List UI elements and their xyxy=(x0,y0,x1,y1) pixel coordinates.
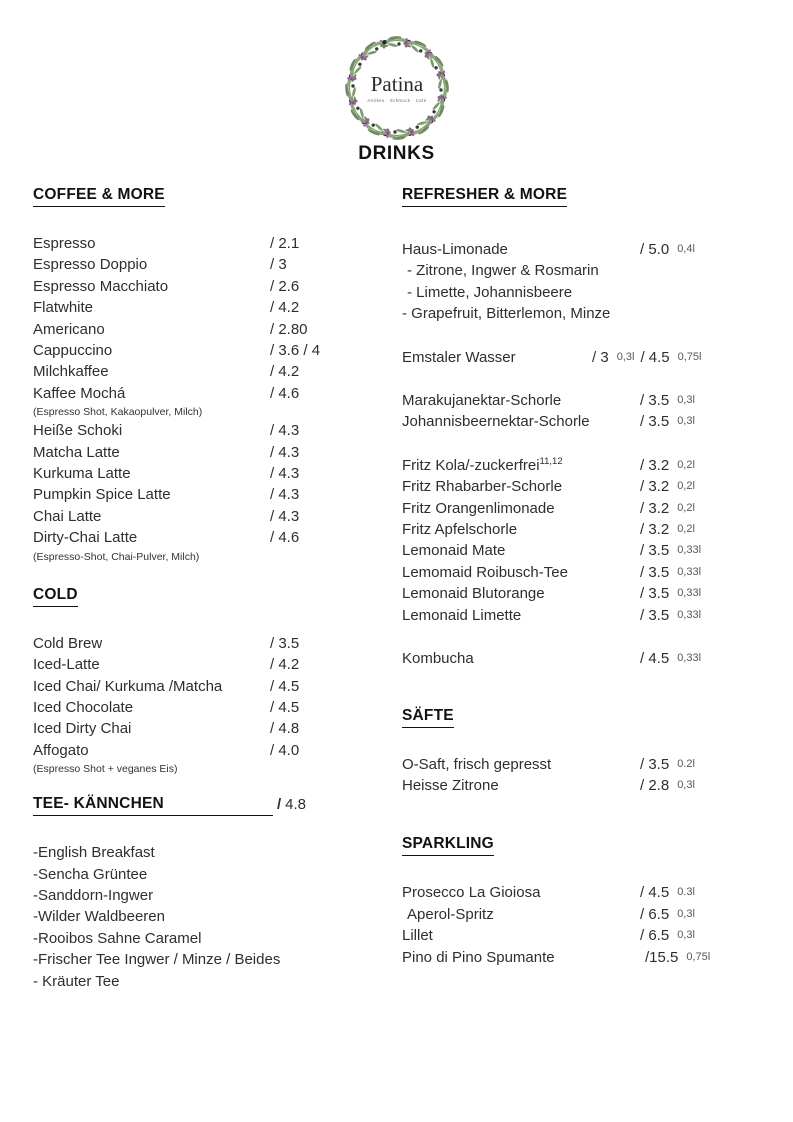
section-tea-heading-row xyxy=(33,795,391,816)
flavor-line: - Limette, Johannisbeere xyxy=(407,283,573,301)
item-price: / 4.5 xyxy=(640,884,670,902)
item-name: Lillet xyxy=(402,927,433,945)
item-name: Fritz Rhabarber-Schorle xyxy=(402,478,563,496)
item-name: Pumpkin Spice Latte xyxy=(33,486,171,504)
tea-variety: -Rooibos Sahne Caramel xyxy=(33,929,202,947)
menu-item xyxy=(402,904,778,925)
item-price: / 4.8 xyxy=(270,720,300,738)
tea-price: / 4.8 xyxy=(277,796,307,814)
menu-item xyxy=(33,484,391,505)
item-price: / 6.5 xyxy=(640,927,670,945)
item-note: (Espresso Shot, Kakaopulver, Milch) xyxy=(33,406,203,419)
item-volume: 0,75l xyxy=(677,350,702,363)
menu-item xyxy=(402,562,778,583)
item-name: Chai Latte xyxy=(33,507,102,525)
item-price: / 3.2 xyxy=(640,499,670,517)
item-price: / 3 xyxy=(270,256,287,274)
item-name: Lemonaid Mate xyxy=(402,542,506,560)
item-name: Heisse Zitrone xyxy=(402,776,499,794)
item-price: / 2.1 xyxy=(270,235,300,252)
menu-item xyxy=(402,583,778,604)
item-volume: 0,33l xyxy=(677,652,702,665)
menu-item xyxy=(33,383,391,404)
item-name: Milchkaffee xyxy=(33,363,109,381)
menu-item xyxy=(33,276,391,297)
item-volume: 0,2l xyxy=(677,458,695,471)
menu-item xyxy=(402,754,778,775)
page-title: DRINKS xyxy=(358,143,435,164)
menu-item xyxy=(402,411,778,432)
coffee-heading: COFFEE & MORE xyxy=(33,186,165,207)
menu-item xyxy=(33,420,391,441)
section-coffee-heading-row xyxy=(33,185,391,207)
item-name: Flatwhite xyxy=(33,299,94,317)
item-volume: 0,3l xyxy=(677,929,695,942)
sparkling-heading: SPARKLING xyxy=(402,835,494,856)
tea-variety: - Kräuter Tee xyxy=(33,972,120,990)
menu-item xyxy=(402,455,778,476)
cold-heading: COLD xyxy=(33,586,78,607)
item-name: Iced Dirty Chai xyxy=(33,720,132,738)
footnote-marker: 11,12 xyxy=(539,455,563,467)
item-price: / 3.2 xyxy=(640,521,670,539)
item-price: / 4.3 xyxy=(270,422,300,440)
item-volume: 0,3l xyxy=(677,415,695,428)
item-volume: 0,4l xyxy=(677,243,695,255)
spacer xyxy=(402,433,778,455)
item-price: / 2.6 xyxy=(270,277,300,295)
item-volume: 0.2l xyxy=(677,757,695,770)
menu-item xyxy=(402,775,778,796)
item-name: Kurkuma Latte xyxy=(33,465,131,483)
item-volume: 0,75l xyxy=(686,950,711,963)
spacer xyxy=(402,626,778,648)
spacer xyxy=(402,325,778,347)
item-price: / 3.2 xyxy=(640,478,670,496)
item-price: / 2.80 xyxy=(270,320,308,338)
menu-item xyxy=(33,697,391,718)
item-price: / 4.2 xyxy=(270,299,300,317)
item-price: / 3.5 xyxy=(640,585,670,603)
menu-item xyxy=(33,740,391,761)
item-price: / 4.6 xyxy=(270,529,300,547)
item-price: / 3 xyxy=(592,348,609,366)
menu-item xyxy=(33,527,391,548)
item-name: Iced-Latte xyxy=(33,656,100,674)
item-volume: 0,3l xyxy=(677,778,695,791)
item-price: / 3.5 xyxy=(640,755,670,773)
menu-item xyxy=(33,506,391,527)
item-price: / 4.5 xyxy=(270,677,300,695)
menu-item xyxy=(33,340,391,361)
tea-variety: -Sencha Grüntee xyxy=(33,865,148,883)
item-price: / 3.5 xyxy=(640,542,670,560)
tea-heading: TEE- KÄNNCHEN xyxy=(33,795,273,816)
spacer xyxy=(402,368,778,390)
menu-item xyxy=(33,319,391,340)
item-volume: 0,33l xyxy=(677,587,702,600)
menu-item xyxy=(402,605,778,626)
section-sparkling-heading-row xyxy=(402,834,778,856)
item-name: Espresso Macchiato xyxy=(33,277,169,295)
menu-item xyxy=(402,947,778,968)
item-name: Emstaler Wasser xyxy=(402,348,516,366)
item-name: Prosecco La Gioiosa xyxy=(402,884,541,902)
menu-item xyxy=(402,347,778,368)
menu-item xyxy=(33,654,391,675)
item-price: / 5.0 xyxy=(640,241,670,258)
section-saefte-heading-row xyxy=(402,706,778,728)
item-price: / 4.3 xyxy=(270,507,300,525)
item-price: / 3.5 xyxy=(640,606,670,624)
menu-item xyxy=(402,239,778,260)
menu-item xyxy=(402,498,778,519)
item-price: / 3.5 xyxy=(640,563,670,581)
item-name: Dirty-Chai Latte xyxy=(33,529,138,547)
item-volume: 0,33l xyxy=(677,544,702,557)
item-price: / 3.5 xyxy=(640,413,670,431)
menu-item xyxy=(402,925,778,946)
item-volume: 0,3l xyxy=(677,394,695,407)
section-cold-heading-row xyxy=(33,585,391,607)
item-price: / 4.2 xyxy=(270,656,300,674)
menu-item xyxy=(33,254,391,275)
wreath-illustration xyxy=(339,26,455,148)
item-volume: 0.3l xyxy=(677,886,695,899)
item-name: Kaffee Mochá xyxy=(33,384,126,402)
item-name: Aperol-Spritz xyxy=(407,905,494,923)
item-price: / 4.5 xyxy=(640,650,670,668)
item-name: Fritz Kola/-zuckerfrei$^{11,12}$ xyxy=(402,455,563,474)
tea-variety: -English Breakfast xyxy=(33,844,155,862)
item-price: / 6.5 xyxy=(640,905,670,923)
item-volume: 0,2l xyxy=(677,480,695,493)
menu-item xyxy=(402,476,778,497)
flavor-line: - Zitrone, Ingwer & Rosmarin xyxy=(407,262,599,280)
menu-item xyxy=(33,718,391,739)
item-price: / 4.6 xyxy=(270,384,300,402)
item-name: Iced Chai/ Kurkuma /Matcha xyxy=(33,677,223,695)
item-price: / 3.6 / 4 xyxy=(270,342,321,360)
brand-name: Patina xyxy=(370,72,423,96)
item-name: O-Saft, frisch gepresst xyxy=(402,755,552,773)
item-volume: 0,3l xyxy=(616,350,635,363)
item-name: Marakujanektar-Schorle xyxy=(402,392,562,410)
item-price: / 3.5 xyxy=(270,634,300,652)
item-price: / 4.2 xyxy=(270,363,300,381)
item-volume: 0,2l xyxy=(677,523,695,536)
item-name: Haus-Limonade xyxy=(402,241,508,258)
item-name: Americano xyxy=(33,320,105,338)
item-price: / 3.2 xyxy=(640,456,670,474)
item-name: Fritz Apfelschorle xyxy=(402,521,518,539)
item-price: /15.5 xyxy=(645,948,679,966)
menu-item xyxy=(33,463,391,484)
logo xyxy=(339,26,455,144)
item-note: (Espresso Shot + veganes Eis) xyxy=(33,763,178,776)
menu-item xyxy=(33,361,391,382)
item-price: / 4.5 xyxy=(270,698,300,716)
brand-tagline: Antikes · Schmuck · Café xyxy=(366,98,427,103)
item-name: Iced Chocolate xyxy=(33,698,134,716)
item-name: Pino di Pino Spumante xyxy=(402,948,555,966)
item-name: Lemonaid Blutorange xyxy=(402,585,545,603)
menu-item xyxy=(402,390,778,411)
item-volume: 0,2l xyxy=(677,501,695,514)
item-name: Espresso Doppio xyxy=(33,256,148,274)
item-name: Lemonaid Limette xyxy=(402,606,522,624)
item-price: / 4.3 xyxy=(270,465,300,483)
section-refresher-heading-row xyxy=(402,185,778,207)
item-volume: 0,3l xyxy=(677,907,695,920)
menu-item xyxy=(402,648,778,669)
item-name: Kombucha xyxy=(402,650,474,668)
item-name: Fritz Orangenlimonade xyxy=(402,499,555,517)
item-volume: 0,33l xyxy=(677,608,702,621)
item-note: (Espresso-Shot, Chai-Pulver, Milch) xyxy=(33,550,200,563)
item-name: Matcha Latte xyxy=(33,443,120,461)
item-name: Affogato xyxy=(33,741,89,759)
menu-item xyxy=(33,297,391,318)
item-name: Lemomaid Roibusch-Tee xyxy=(402,563,568,581)
item-name: Espresso xyxy=(33,235,96,252)
menu-item xyxy=(402,519,778,540)
menu-item xyxy=(33,233,391,254)
item-price: / 4.0 xyxy=(270,741,300,759)
left-column xyxy=(33,185,391,992)
saefte-heading: SÄFTE xyxy=(402,707,454,728)
item-price: / 2.8 xyxy=(640,776,670,794)
menu-item xyxy=(33,676,391,697)
item-price: / 3.5 xyxy=(640,392,670,410)
tea-variety: -Wilder Waldbeeren xyxy=(33,908,165,926)
item-name: Cold Brew xyxy=(33,634,103,652)
item-price: / 4.5 xyxy=(640,348,670,366)
tea-variety: -Sanddorn-Ingwer xyxy=(33,886,154,904)
item-price: / 4.3 xyxy=(270,443,300,461)
item-name: Johannisbeernektar-Schorle xyxy=(402,413,590,431)
refresher-heading: REFRESHER & MORE xyxy=(402,186,567,207)
item-price: / 4.3 xyxy=(270,486,300,504)
menu-item xyxy=(33,442,391,463)
item-name: Heiße Schoki xyxy=(33,422,123,440)
tea-variety: -Frischer Tee Ingwer / Minze / Beides xyxy=(33,951,281,969)
right-column xyxy=(402,185,778,968)
menu-item xyxy=(402,540,778,561)
menu-item xyxy=(402,882,778,903)
menu-item xyxy=(33,633,391,654)
item-volume: 0,33l xyxy=(677,565,702,578)
item-name: Cappuccino xyxy=(33,342,113,360)
flavor-line: - Grapefruit, Bitterlemon, Minze xyxy=(402,305,611,323)
